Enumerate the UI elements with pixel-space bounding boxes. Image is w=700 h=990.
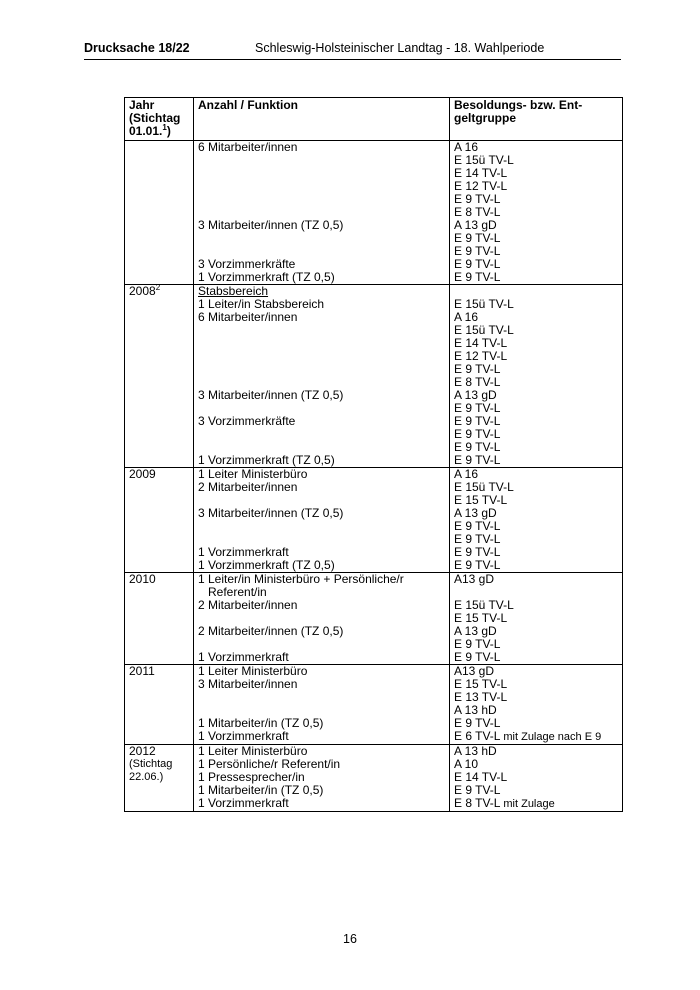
grade-line: E 9 TV-L: [454, 637, 501, 651]
function-line: [198, 193, 445, 206]
function-line: 1 Leiter Ministerbüro: [198, 664, 308, 678]
grade-line: E 9 TV-L: [454, 192, 501, 206]
grade-note: mit Zulage: [503, 798, 555, 810]
page-header: [84, 37, 621, 60]
grade-line: A 13 gD: [454, 506, 497, 520]
grade-line: A 16: [454, 467, 479, 481]
function-line: 1 Pressesprecher/in: [198, 770, 305, 784]
grade-cell: [450, 573, 623, 665]
function-line: 2 Mitarbeiter/innen: [198, 598, 298, 612]
function-line: 1 Vorzimmerkraft: [198, 545, 289, 559]
grade-line: E 15ü TV-L: [454, 297, 514, 311]
function-line: [198, 428, 445, 441]
table-row: [125, 745, 623, 812]
function-line: 1 Mitarbeiter/in (TZ 0,5): [198, 716, 324, 730]
grade-line: E 15 TV-L: [454, 493, 508, 507]
table-row: [125, 468, 623, 573]
grade-line: E 9 TV-L: [454, 545, 501, 559]
year-cell: 2011: [125, 665, 194, 745]
grade-line: E 12 TV-L: [454, 349, 508, 363]
year-cell: 2009: [125, 468, 194, 573]
document-number: Drucksache 18/22: [84, 41, 190, 55]
function-line: 1 Vorzimmerkraft: [198, 650, 289, 664]
function-cell: [194, 665, 450, 745]
grade-line: E 8 TV-L mit Zulage: [454, 796, 555, 810]
grade-line: A 13 hD: [454, 703, 497, 717]
grade-line: A13 gD: [454, 664, 495, 678]
function-line: 6 Mitarbeiter/innen: [198, 310, 298, 324]
function-line: 3 Mitarbeiter/innen (TZ 0,5): [198, 218, 344, 232]
grade-line: A 16: [454, 310, 479, 324]
grade-line: E 15ü TV-L: [454, 323, 514, 337]
grade-line: E 9 TV-L: [454, 558, 501, 572]
grade-line: E 9 TV-L: [454, 401, 501, 415]
function-cell: [194, 141, 450, 285]
grade-line: A 13 gD: [454, 388, 497, 402]
grade-line: E 9 TV-L: [454, 231, 501, 245]
function-line: 6 Mitarbeiter/innen: [198, 140, 298, 154]
grade-line: E 14 TV-L: [454, 166, 508, 180]
function-line: [198, 363, 445, 376]
function-line: Referent/in: [208, 585, 267, 599]
function-line: 1 Vorzimmerkraft (TZ 0,5): [198, 270, 335, 284]
table-row: [125, 141, 623, 285]
grade-line: E 13 TV-L: [454, 690, 508, 704]
function-line: [198, 180, 445, 193]
function-cell: [194, 285, 450, 468]
footnote-marker: 1: [162, 123, 167, 132]
table-row: [125, 573, 623, 665]
function-cell: [194, 468, 450, 573]
grade-line: E 8 TV-L: [454, 205, 501, 219]
table-row: [125, 285, 623, 468]
grade-line: E 9 TV-L: [454, 650, 501, 664]
function-line: 1 Vorzimmerkraft: [198, 796, 289, 810]
grade-line: E 9 TV-L: [454, 244, 501, 258]
function-line: 1 Leiter/in Stabsbereich: [198, 297, 325, 311]
function-line: 1 Vorzimmerkraft: [198, 729, 289, 743]
parliament-title: Schleswig-Holsteinischer Landtag - 18. Wahlperiode: [255, 41, 545, 55]
header-year: Jahr (Stichtag 01.01.$^1$): [125, 98, 194, 141]
function-line: 1 Mitarbeiter/in (TZ 0,5): [198, 783, 324, 797]
function-line: 3 Vorzimmerkräfte: [198, 414, 296, 428]
function-line: [198, 350, 445, 363]
function-line: 1 Leiter Ministerbüro: [198, 467, 308, 481]
function-line: 1 Leiter/in Ministerbüro + Persönliche/r: [198, 572, 404, 586]
header-grade: Besoldungs- bzw. Ent- geltgruppe: [450, 98, 623, 141]
grade-line: E 9 TV-L: [454, 362, 501, 376]
grade-line: E 15ü TV-L: [454, 153, 514, 167]
function-line: [198, 691, 445, 704]
function-line: [198, 520, 445, 533]
grade-cell: [450, 468, 623, 573]
header-function: Anzahl / Funktion: [194, 98, 450, 141]
staff-table: [124, 97, 623, 812]
function-line: 1 Vorzimmerkraft (TZ 0,5): [198, 558, 335, 572]
grade-line: E 9 TV-L: [454, 453, 501, 467]
grade-line: E 12 TV-L: [454, 179, 508, 193]
function-line: [198, 167, 445, 180]
grade-line: E 15ü TV-L: [454, 598, 514, 612]
grade-line: A 16: [454, 140, 479, 154]
grade-note: mit Zulage nach E 9: [503, 731, 602, 743]
grade-line: E 14 TV-L: [454, 770, 508, 784]
function-line: [198, 324, 445, 337]
function-line: 2 Mitarbeiter/innen: [198, 480, 298, 494]
table-header-row: [125, 98, 623, 141]
grade-cell: [450, 285, 623, 468]
grade-line: E 9 TV-L: [454, 783, 501, 797]
grade-line: E 15 TV-L: [454, 677, 508, 691]
grade-line: E 15 TV-L: [454, 611, 508, 625]
grade-line: E 6 TV-L mit Zulage nach E 9: [454, 729, 602, 743]
page-number: 16: [343, 932, 357, 946]
year-cell: [125, 141, 194, 285]
grade-line: A13 gD: [454, 572, 495, 586]
function-cell: [194, 573, 450, 665]
grade-line: E 9 TV-L: [454, 427, 501, 441]
grade-line: E 9 TV-L: [454, 414, 501, 428]
grade-cell: [450, 141, 623, 285]
grade-cell: [450, 665, 623, 745]
function-line: 1 Leiter Ministerbüro: [198, 744, 308, 758]
grade-line: A 13 hD: [454, 744, 497, 758]
grade-line: A 13 gD: [454, 624, 497, 638]
function-line: Stabsbereich: [198, 284, 269, 298]
function-cell: [194, 745, 450, 812]
grade-line: E 8 TV-L: [454, 375, 501, 389]
grade-line: E 9 TV-L: [454, 270, 501, 284]
grade-line: E 15ü TV-L: [454, 480, 514, 494]
function-line: 3 Mitarbeiter/innen: [198, 677, 298, 691]
year-cell: 2012 (Stichtag 22.06.): [125, 745, 194, 812]
grade-line: A 10: [454, 757, 479, 771]
grade-line: E 9 TV-L: [454, 519, 501, 533]
grade-line: E 14 TV-L: [454, 336, 508, 350]
function-line: 3 Vorzimmerkräfte: [198, 257, 296, 271]
year-cell: 2008$^2$: [125, 285, 194, 468]
function-line: 3 Mitarbeiter/innen (TZ 0,5): [198, 388, 344, 402]
grade-line: E 9 TV-L: [454, 257, 501, 271]
function-line: 1 Persönliche/r Referent/in: [198, 757, 341, 771]
grade-line: E 9 TV-L: [454, 532, 501, 546]
grade-line: E 9 TV-L: [454, 716, 501, 730]
table-row: [125, 665, 623, 745]
grade-cell: [450, 745, 623, 812]
grade-line: E 9 TV-L: [454, 440, 501, 454]
function-line: 3 Mitarbeiter/innen (TZ 0,5): [198, 506, 344, 520]
function-line: [198, 154, 445, 167]
footnote-marker: 2: [155, 283, 161, 292]
function-line: [198, 232, 445, 245]
function-line: 1 Vorzimmerkraft (TZ 0,5): [198, 453, 335, 467]
function-line: [198, 337, 445, 350]
grade-line: A 13 gD: [454, 218, 497, 232]
year-cell: 2010: [125, 573, 194, 665]
function-line: 2 Mitarbeiter/innen (TZ 0,5): [198, 624, 344, 638]
